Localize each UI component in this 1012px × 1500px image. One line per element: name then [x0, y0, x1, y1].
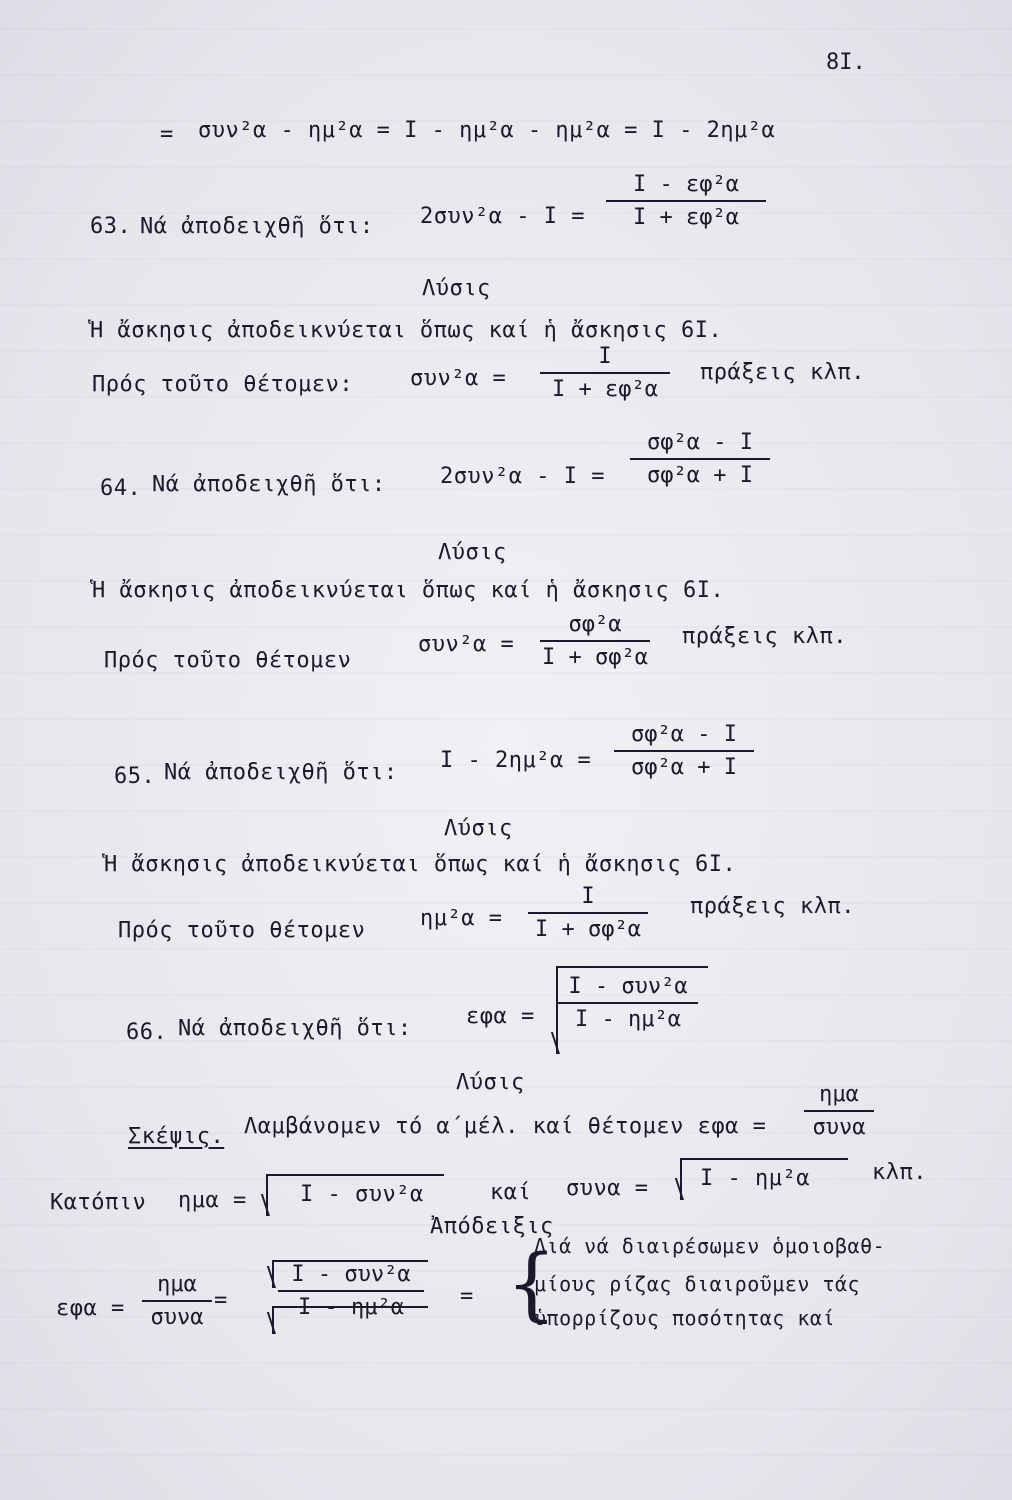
- exercise-63-numerator: I - εφ²α: [633, 172, 739, 197]
- exercise-65-solution-title: Λύσις: [444, 816, 513, 841]
- page-number: 8I.: [826, 50, 866, 75]
- proof-note-line-1: Διά νά διαιρέσωμεν ὁμοιοβαθ-: [534, 1234, 886, 1258]
- proof-fraction-1: [142, 1272, 212, 1330]
- exercise-66-numerator: I - συν²α: [568, 974, 688, 999]
- exercise-66-fraction: [558, 974, 698, 1032]
- exercise-65-lhs: I - 2ημ²α =: [440, 748, 592, 773]
- proof-lhs: εφα =: [56, 1296, 125, 1321]
- exercise-63-set-lhs: συν²α =: [410, 366, 507, 391]
- exercise-63-set-numerator: I: [598, 344, 612, 369]
- exercise-65-denominator: σφ²α + I: [631, 755, 737, 780]
- proof-equals-1: =: [214, 1288, 228, 1313]
- exercise-63-number: 63.: [90, 214, 132, 239]
- exercise-64-set-denominator: I + σφ²α: [542, 645, 648, 670]
- skepsis-fraction: [804, 1082, 874, 1140]
- exercise-63-solution-title: Λύσις: [422, 276, 491, 301]
- exercise-66-solution-title: Λύσις: [456, 1070, 525, 1095]
- exercise-65-set-label: Πρός τοῦτο θέτομεν: [118, 918, 366, 943]
- continuation-expression: συν²α - ημ²α = I - ημ²α - ημ²α = I - 2ημ²α: [198, 118, 776, 143]
- exercise-64-set-tail: πράξεις κλπ.: [682, 624, 847, 649]
- proof-denominator-2: I - ημ²α: [298, 1295, 404, 1320]
- exercise-64-set-fraction: [540, 612, 650, 670]
- exercise-63-set-label: Πρός τοῦτο θέτομεν:: [92, 372, 354, 397]
- proof-denominator-1: συνα: [150, 1305, 204, 1330]
- exercise-65-set-tail: πράξεις κλπ.: [690, 894, 855, 919]
- exercise-64-number: 64.: [100, 476, 142, 501]
- exercise-63-fraction: [606, 172, 766, 230]
- then-and: καί: [490, 1180, 532, 1205]
- exercise-64-set-numerator: σφ²α: [568, 612, 622, 637]
- proof-fraction-2: [278, 1262, 424, 1320]
- exercise-65-set-numerator: I: [581, 884, 595, 909]
- proof-equals-2: =: [460, 1284, 474, 1309]
- exercise-66-denominator: I - ημ²α: [575, 1007, 681, 1032]
- proof-numerator-2: I - συν²α: [291, 1262, 411, 1287]
- exercise-65-set-lhs: ημ²α =: [420, 906, 503, 931]
- exercise-64-denominator: σφ²α + I: [647, 463, 753, 488]
- exercise-64-numerator: σφ²α - I: [647, 430, 753, 455]
- exercise-64-set-label: Πρός τοῦτο θέτομεν: [104, 648, 352, 673]
- exercise-66-number: 66.: [126, 1020, 168, 1045]
- exercise-65-number: 65.: [114, 764, 156, 789]
- exercise-64-prompt: Νά ἀποδειχθῆ ὅτι:: [152, 472, 386, 497]
- exercise-63-set-fraction: [540, 344, 670, 402]
- exercise-64-lhs: 2συν²α - I =: [440, 464, 605, 489]
- exercise-63-set-tail: πράξεις κλπ.: [700, 360, 865, 385]
- then-lhs-2: συνα =: [566, 1176, 649, 1201]
- exercise-63-lhs: 2συν²α - I =: [420, 204, 585, 229]
- skepsis-text: Λαμβάνομεν τό α΄μέλ. καί θέτομεν εφα =: [244, 1114, 767, 1139]
- exercise-65-numerator: σφ²α - I: [631, 722, 737, 747]
- proof-note-line-3: ὑπορρίζους ποσότητας καί: [534, 1306, 835, 1330]
- then-root-1-content: I - συν²α: [300, 1182, 424, 1207]
- exercise-65-fraction: [614, 722, 754, 780]
- then-lhs: ημα =: [178, 1188, 247, 1213]
- exercise-63-set-denominator: I + εφ²α: [552, 377, 658, 402]
- exercise-63-solution-text: Ἡ ἄσκησις ἀποδεικνύεται ὅπως καί ἡ ἄσκησις 6I.: [90, 318, 723, 343]
- skepsis-numerator: ημα: [819, 1082, 859, 1107]
- proof-numerator-1: ημα: [157, 1272, 197, 1297]
- exercise-65-prompt: Νά ἀποδειχθῆ ὅτι:: [164, 760, 398, 785]
- exercise-66-lhs: εφα =: [466, 1004, 535, 1029]
- skepsis-label: Σκέψις.: [128, 1124, 225, 1149]
- then-label: Κατόπιν: [50, 1190, 147, 1215]
- skepsis-denominator: συνα: [812, 1115, 866, 1140]
- proof-brace: {: [506, 1237, 557, 1330]
- proof-note-line-2: μίους ρίζας διαιροῦμεν τάς: [534, 1272, 861, 1296]
- exercise-63-prompt: Νά ἀποδειχθῆ ὅτι:: [140, 214, 374, 239]
- exercise-66-prompt: Νά ἀποδειχθῆ ὅτι:: [178, 1016, 412, 1041]
- exercise-65-set-fraction: [528, 884, 648, 942]
- then-tail: κλπ.: [872, 1160, 927, 1185]
- exercise-64-solution-text: Ἡ ἄσκησις ἀποδεικνύεται ὅπως καί ἡ ἄσκησις 6I.: [92, 578, 725, 603]
- exercise-63-denominator: I + εφ²α: [633, 205, 739, 230]
- exercise-65-set-denominator: I + σφ²α: [535, 917, 641, 942]
- then-root-2-content: I - ημ²α: [700, 1166, 810, 1191]
- continuation-equals: =: [160, 122, 174, 147]
- exercise-64-fraction: [630, 430, 770, 488]
- exercise-64-solution-title: Λύσις: [438, 540, 507, 565]
- exercise-64-set-lhs: συν²α =: [418, 632, 515, 657]
- exercise-65-solution-text: Ἡ ἄσκησις ἀποδεικνύεται ὅπως καί ἡ ἄσκησις 6I.: [104, 852, 737, 877]
- proof-title: Ἀπόδειξις: [430, 1214, 554, 1239]
